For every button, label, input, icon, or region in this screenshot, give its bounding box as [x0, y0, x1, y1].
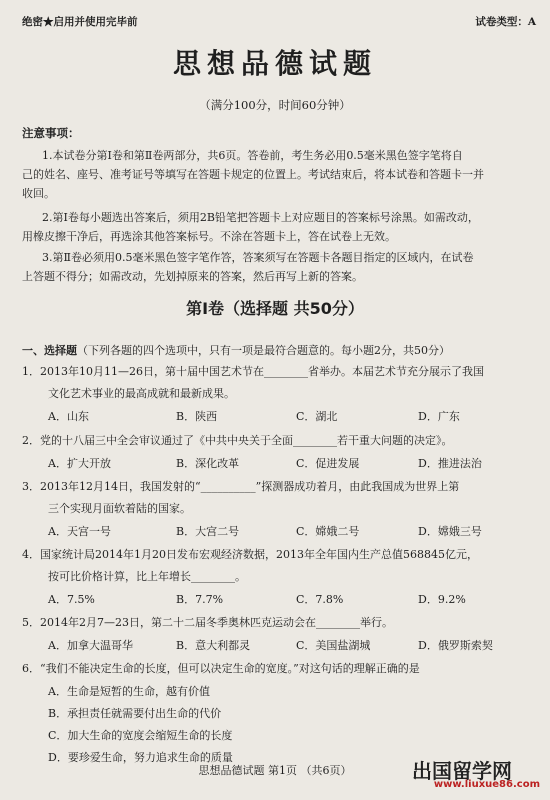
page-footer: 思想品德试题 第1页 （共6页） — [198, 764, 352, 777]
question-4-line-2: 按可比价格计算，比上年增长________。 — [48, 570, 246, 583]
note-2-line-a: 2.第Ⅰ卷每小题选出答案后，须用2B铅笔把答题卡上对应题目的答案标号涂黑。如需改动， — [42, 211, 479, 224]
question-2-option-d: D．推进法治 — [418, 457, 482, 470]
question-1-option-c: C．湖北 — [296, 410, 338, 423]
question-3-line-2: 三个实现月面软着陆的国家。 — [48, 502, 191, 515]
question-5-option-a: A．加拿大温哥华 — [48, 639, 133, 652]
instructions-rest: （下列各题的四个选项中，只有一项是最符合题意的。每小题2分，共50分） — [77, 344, 450, 357]
score-time-line: （满分100分，时间60分钟） — [199, 98, 351, 112]
note-1-line-b: 己的姓名、座号、准考证号等填写在答题卡规定的位置上。考试结束后，将本试卷和答题卡一并 — [22, 168, 484, 181]
section-title: 第Ⅰ卷（选择题 共50分） — [186, 299, 364, 318]
section-instructions — [22, 342, 450, 358]
question-6-option-a: A．生命是短暂的生命，越有价值 — [48, 685, 210, 698]
question-6-option-c: C．加大生命的宽度会缩短生命的长度 — [48, 729, 233, 742]
question-4-option-c: C．7.8% — [296, 593, 344, 606]
question-6-option-d: D．要珍爱生命，努力追求生命的质量 — [48, 751, 233, 764]
question-3-option-b: B．大宫二号 — [176, 525, 240, 538]
notes-heading: 注意事项： — [22, 126, 80, 140]
question-1-option-b: B．陕西 — [176, 410, 218, 423]
note-3-line-a: 3.第Ⅱ卷必须用0.5毫米黑色签字笔作答，答案须写在答题卡各题目指定的区域内，在试卷 — [42, 251, 474, 264]
paper-type-label: 试卷类型：A — [475, 16, 536, 28]
note-3-line-b: 上答题不得分；如需改动，先划掉原来的答案，然后再写上新的答案。 — [22, 270, 363, 283]
question-5-option-c: C．美国盐湖城 — [296, 639, 371, 652]
svg-text:出国留学网: 出国留学网 — [412, 759, 512, 782]
question-5-option-d: D．俄罗斯索契 — [418, 639, 493, 652]
instructions-bold: 一、选择题 — [22, 344, 77, 357]
question-3-option-a: A．天宫一号 — [48, 525, 111, 538]
question-2-line-1: 2．党的十八届三中全会审议通过了《中共中央关于全面________若干重大问题的决定》。 — [22, 434, 453, 447]
note-1-line-c: 收回。 — [22, 187, 55, 200]
question-1-option-a: A．山东 — [48, 410, 89, 423]
watermark-url: www.liuxue86.com — [433, 779, 540, 790]
question-4-line-1: 4．国家统计局2014年1月20日发布宏观经济数据，2013年全年国内生产总值568845亿元， — [22, 548, 478, 561]
question-4-option-a: A．7.5% — [48, 593, 95, 606]
question-3-line-1: 3．2013年12月14日，我国发射的“__________”探测器成功着月，由此我国成为世界上第 — [22, 480, 460, 493]
question-2-option-c: C．促进发展 — [296, 457, 360, 470]
question-3-option-c: C．嫦娥二号 — [296, 525, 360, 538]
confidential-label: 绝密★启用并使用完毕前 — [22, 16, 138, 28]
question-4-option-b: B．7.7% — [176, 593, 224, 606]
question-2-option-b: B．深化改革 — [176, 457, 240, 470]
question-5-line-1: 5．2014年2月7—23日，第二十二届冬季奥林匹克运动会在________举行。 — [22, 616, 393, 629]
question-5-option-b: B．意大利都灵 — [176, 639, 251, 652]
question-1-line-2: 文化艺术事业的最高成就和最新成果。 — [48, 387, 235, 400]
note-2-line-b: 用橡皮擦干净后，再选涂其他答案标号。不涂在答题卡上，答在试卷上无效。 — [22, 230, 396, 243]
question-1-line-1: 1．2013年10月11—26日，第十届中国艺术节在________省举办。本届艺术节充分展示了我国 — [22, 365, 484, 378]
question-2-option-a: A．扩大开放 — [48, 457, 111, 470]
question-6-line-1: 6．“我们不能决定生命的长度，但可以决定生命的宽度。”对这句话的理解正确的是 — [22, 662, 420, 675]
question-4-option-d: D．9.2% — [418, 593, 466, 606]
question-1-option-d: D．广东 — [418, 410, 460, 423]
question-6-option-b: B．承担责任就需要付出生命的代价 — [48, 707, 222, 720]
note-1-line-a: 1.本试卷分第Ⅰ卷和第Ⅱ卷两部分，共6页。答卷前，考生务必用0.5毫米黑色签字笔将自 — [42, 149, 463, 162]
page-title: 思想品德试题 — [172, 47, 377, 80]
question-3-option-d: D．嫦娥三号 — [418, 525, 482, 538]
